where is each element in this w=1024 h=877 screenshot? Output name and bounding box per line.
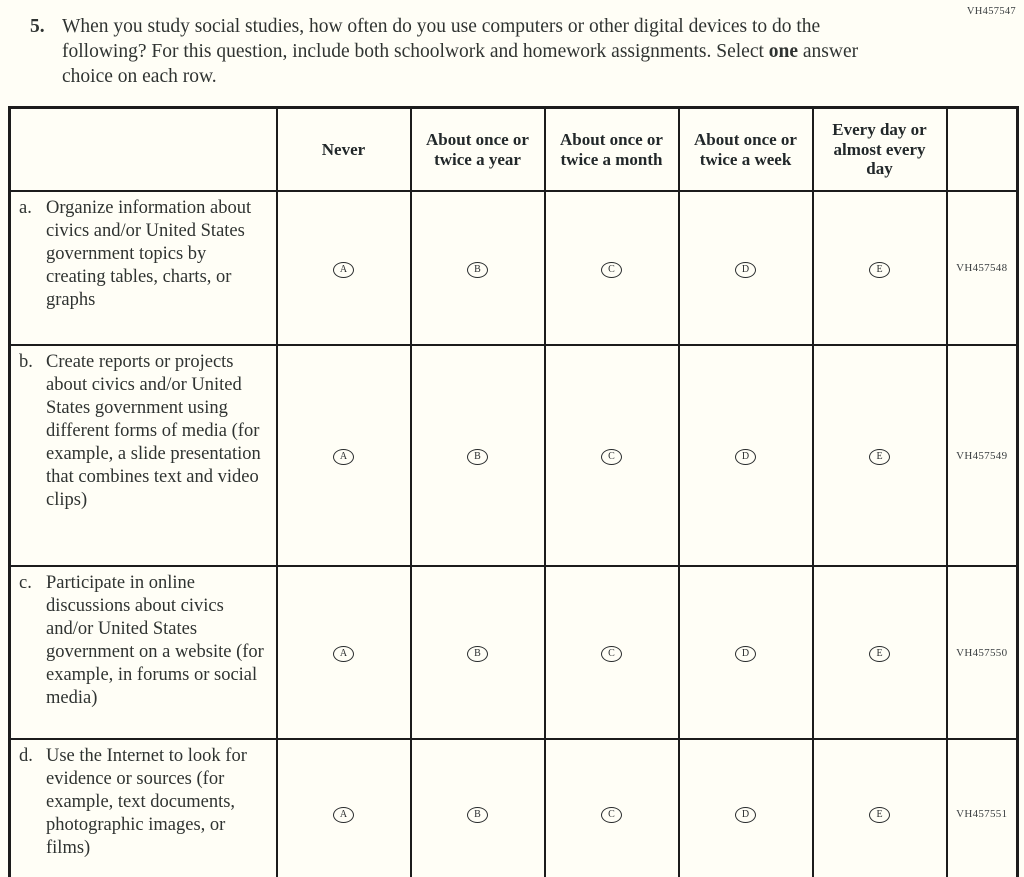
answer-cell-b-month[interactable] xyxy=(545,345,679,566)
answer-bubble-e[interactable]: E xyxy=(869,262,890,278)
item-code: VH457550 xyxy=(947,566,1018,739)
row-text: Organize information about civics and/or United States government topics by creating tables, charts, or graphs xyxy=(46,198,252,310)
answer-cell-a-year[interactable] xyxy=(411,191,545,345)
column-header-month: About once or twice a month xyxy=(545,108,679,192)
row-stem-b xyxy=(10,345,277,566)
answer-cell-b-week[interactable] xyxy=(679,345,813,566)
answer-bubble-d[interactable]: D xyxy=(735,807,756,823)
answer-bubble-b[interactable]: B xyxy=(467,646,488,662)
answer-bubble-a[interactable]: A xyxy=(333,449,354,465)
answer-cell-c-week[interactable] xyxy=(679,566,813,739)
column-header-everyday: Every day or almost every day xyxy=(813,108,947,192)
answer-cell-b-everyday[interactable] xyxy=(813,345,947,566)
answer-cell-d-everyday[interactable] xyxy=(813,739,947,877)
answer-bubble-a[interactable]: A xyxy=(333,262,354,278)
table-row-b xyxy=(10,345,1018,566)
answer-bubble-a[interactable]: A xyxy=(333,646,354,662)
answer-cell-b-never[interactable] xyxy=(277,345,411,566)
answer-bubble-c[interactable]: C xyxy=(601,807,622,823)
header-row xyxy=(10,108,1018,192)
answer-bubble-c[interactable]: C xyxy=(601,449,622,465)
answer-bubble-c[interactable]: C xyxy=(601,646,622,662)
answer-cell-c-everyday[interactable] xyxy=(813,566,947,739)
answer-cell-c-month[interactable] xyxy=(545,566,679,739)
row-letter: c. xyxy=(19,573,32,593)
answer-cell-a-month[interactable] xyxy=(545,191,679,345)
row-letter: d. xyxy=(19,746,33,766)
table-row-c xyxy=(10,566,1018,739)
answer-bubble-d[interactable]: D xyxy=(735,449,756,465)
item-code: VH457548 xyxy=(947,191,1018,345)
answer-bubble-e[interactable]: E xyxy=(869,807,890,823)
table-row-a xyxy=(10,191,1018,345)
answer-cell-d-never[interactable] xyxy=(277,739,411,877)
frequency-matrix-table xyxy=(8,106,1019,877)
answer-cell-a-week[interactable] xyxy=(679,191,813,345)
answer-cell-a-never[interactable] xyxy=(277,191,411,345)
row-stem-c xyxy=(10,566,277,739)
question-bold-word: one xyxy=(768,41,799,62)
row-text: Participate in online discussions about civics and/or United States government on a website (for example, in forums or social media) xyxy=(46,573,264,708)
row-stem-d xyxy=(10,739,277,877)
answer-bubble-e[interactable]: E xyxy=(869,449,890,465)
answer-cell-d-week[interactable] xyxy=(679,739,813,877)
question-number: 5. xyxy=(30,16,45,37)
column-header-year: About once or twice a year xyxy=(411,108,545,192)
answer-bubble-c[interactable]: C xyxy=(601,262,622,278)
column-header-never: Never xyxy=(277,108,411,192)
row-text: Create reports or projects about civics and/or United States government using different forms of media (for example, a slide presentation that combines text and video clips) xyxy=(46,352,261,510)
answer-cell-b-year[interactable] xyxy=(411,345,545,566)
page-corner-code: VH457547 xyxy=(966,6,1016,17)
row-letter: b. xyxy=(19,352,33,372)
row-stem-a xyxy=(10,191,277,345)
answer-bubble-d[interactable]: D xyxy=(735,646,756,662)
answer-cell-a-everyday[interactable] xyxy=(813,191,947,345)
answer-bubble-b[interactable]: B xyxy=(467,449,488,465)
answer-bubble-d[interactable]: D xyxy=(735,262,756,278)
answer-bubble-b[interactable]: B xyxy=(467,262,488,278)
table-row-d xyxy=(10,739,1018,877)
header-empty-code xyxy=(947,108,1018,192)
question-text-after: answer choice on each row. xyxy=(62,41,859,87)
answer-bubble-e[interactable]: E xyxy=(869,646,890,662)
answer-cell-c-year[interactable] xyxy=(411,566,545,739)
answer-cell-d-year[interactable] xyxy=(411,739,545,877)
item-code: VH457551 xyxy=(947,739,1018,877)
question-text-before: When you study social studies, how often do you use computers or other digital devices to do the following? For this question, include both schoolwork and homework assignments. Select xyxy=(62,16,821,62)
row-text: Use the Internet to look for evidence or sources (for example, text documents, photographic images, or films) xyxy=(46,746,247,858)
row-letter: a. xyxy=(19,198,32,218)
answer-bubble-a[interactable]: A xyxy=(333,807,354,823)
question-text xyxy=(62,14,880,89)
header-empty-stem xyxy=(10,108,277,192)
question-block xyxy=(30,14,880,89)
item-code: VH457549 xyxy=(947,345,1018,566)
column-header-week: About once or twice a week xyxy=(679,108,813,192)
answer-cell-d-month[interactable] xyxy=(545,739,679,877)
answer-cell-c-never[interactable] xyxy=(277,566,411,739)
answer-bubble-b[interactable]: B xyxy=(467,807,488,823)
